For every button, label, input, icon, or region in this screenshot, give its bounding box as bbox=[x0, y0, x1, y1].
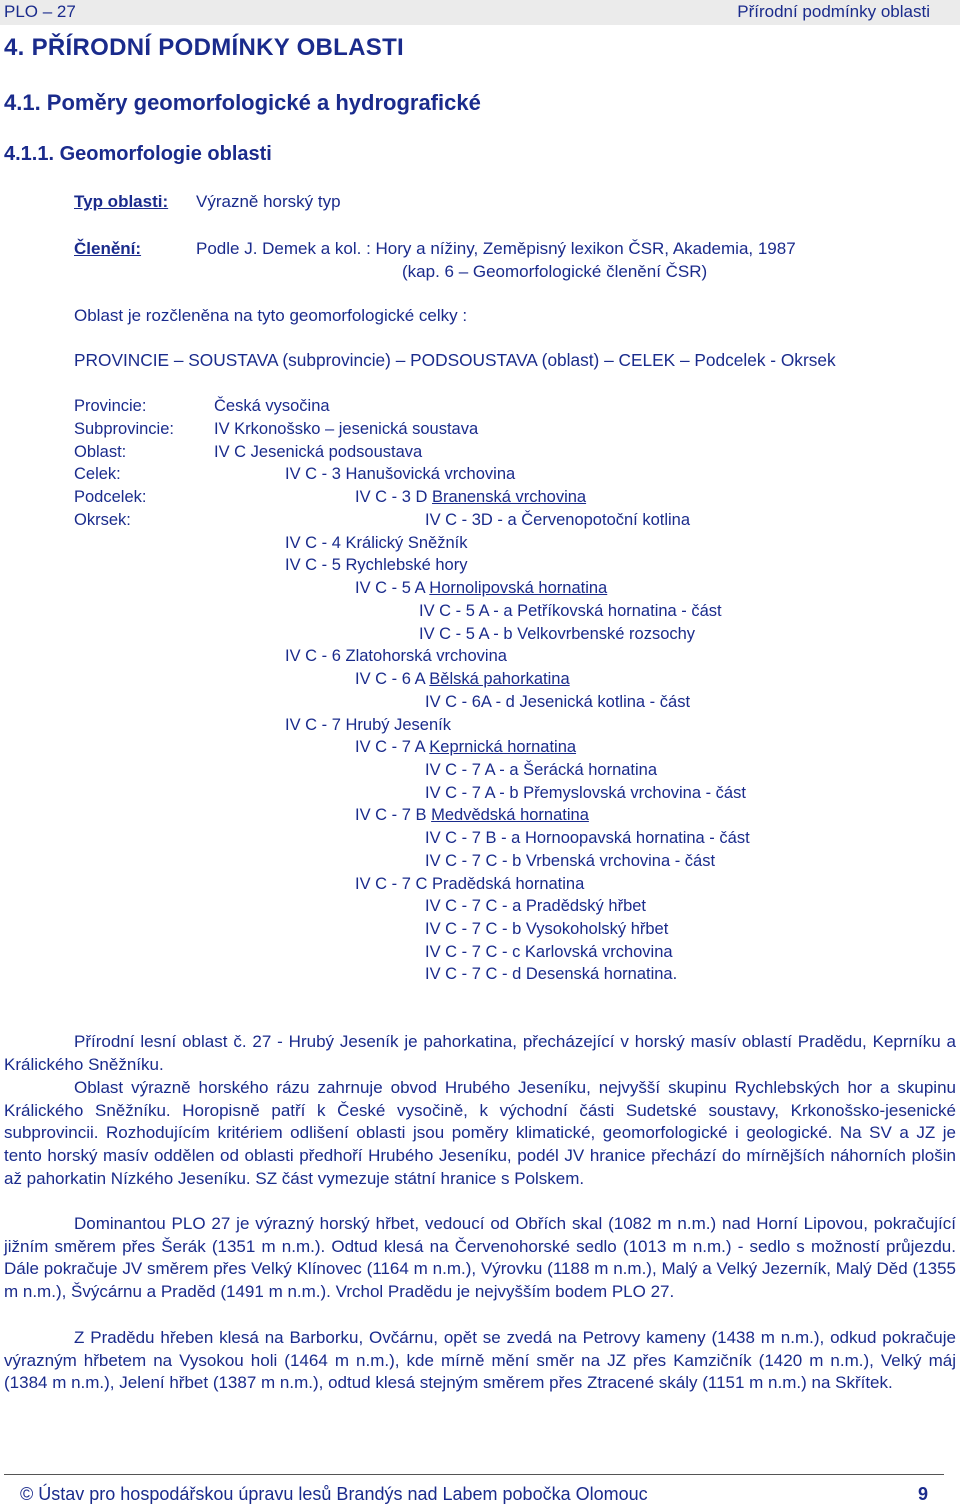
tree-item: IV C - 5 A - a Petříkovská hornatina - část bbox=[419, 602, 722, 620]
tree-item: IV C Jesenická podsoustava bbox=[214, 443, 423, 461]
label-oblast: Oblast: bbox=[74, 443, 127, 461]
tree-item: IV C - 7 B - a Hornoopavská hornatina - část bbox=[425, 829, 750, 847]
tree-item: IV C - 6A - d Jesenická kotlina - část bbox=[425, 693, 691, 711]
heading-3: 4.1.1. Geomorfologie oblasti bbox=[4, 143, 272, 165]
tree-item: IV C - 7 A Keprnická hornatina bbox=[355, 738, 577, 756]
header-plo: PLO – 27 bbox=[4, 2, 76, 21]
footer-divider bbox=[4, 1474, 944, 1475]
tree-item: IV C - 6 A Bělská pahorkatina bbox=[355, 670, 570, 688]
tree-item: IV C - 3D - a Červenopotoční kotlina bbox=[425, 511, 691, 529]
tree-item: IV C - 7 C Pradědská hornatina bbox=[355, 875, 585, 893]
label-subprovincie: Subprovincie: bbox=[74, 420, 174, 438]
typ-label: Typ oblasti: bbox=[74, 192, 169, 211]
cleneni-label: Členění: bbox=[74, 239, 142, 258]
cleneni-line-1: Podle J. Demek a kol. : Hory a nížiny, Zeměpisný lexikon ČSR, Akademia, 1987 bbox=[196, 239, 796, 258]
paragraph: Dominantou PLO 27 je výrazný horský hřbet, vedoucí od Obřích skal (1082 m n.m.) nad Horní Lipovou, pokračující jižním směrem přes Šerák (1351 m n.m.). Odtud klesá na Červenohorské sedlo (1013 m n.m.) - sedlo s možností průjezdu. Dále pokračuje JV směrem přes Velký Klínovec (1164 m n.m.), Výrovku (1188 m n.m.), Malý a Velký Jezerník, Malý Děd (1355 m n.m.), Švýcárnu a Praděd (1491 m n.m.). Vrchol Pradědu je nejvyšším bodem PLO 27. bbox=[4, 1214, 956, 1302]
tree-item: IV C - 7 C - d Desenská hornatina. bbox=[425, 965, 678, 983]
label-podcelek: Podcelek: bbox=[74, 488, 147, 506]
tree-item: IV C - 6 Zlatohorská vrchovina bbox=[285, 647, 507, 665]
tree-item: IV C - 7 C - b Vysokoholský hřbet bbox=[425, 920, 669, 938]
intro-text: Oblast je rozčleněna na tyto geomorfologické celky : bbox=[74, 306, 468, 325]
tree-item: IV C - 7 C - a Pradědský hřbet bbox=[425, 897, 647, 915]
label-provincie: Provincie: bbox=[74, 397, 147, 415]
tree-item: Česká vysočina bbox=[214, 397, 330, 415]
heading-2: 4.1. Poměry geomorfologické a hydrografické bbox=[4, 90, 481, 115]
tree-item: IV C - 7 C - c Karlovská vrchovina bbox=[425, 943, 673, 961]
tree-item: IV C - 4 Králický Sněžník bbox=[285, 534, 468, 552]
typ-value: Výrazně horský typ bbox=[196, 192, 341, 211]
tree-item: IV Krkonošsko – jesenická soustava bbox=[214, 420, 479, 438]
page-header bbox=[0, 0, 960, 25]
tree-item: IV C - 5 A - b Velkovrbenské rozsochy bbox=[419, 625, 696, 643]
tree-item: IV C - 5 Rychlebské hory bbox=[285, 556, 468, 574]
label-okrsek: Okrsek: bbox=[74, 511, 131, 529]
header-section: Přírodní podmínky oblasti bbox=[737, 2, 930, 21]
tree-item: IV C - 3 Hanušovická vrchovina bbox=[285, 465, 516, 483]
cleneni-line-2: (kap. 6 – Geomorfologické členění ČSR) bbox=[402, 262, 708, 281]
heading-1: 4. PŘÍRODNÍ PODMÍNKY OBLASTI bbox=[4, 34, 404, 61]
hierarchy-text: PROVINCIE – SOUSTAVA (subprovincie) – PODSOUSTAVA (oblast) – CELEK – Podcelek - Okrsek bbox=[74, 350, 836, 370]
paragraph: Z Pradědu hřeben klesá na Barborku, Ovčárnu, opět se zvedá na Petrovy kameny (1438 m n.m.), odkud pokračuje výrazným hřbetem na Vysokou holi (1464 m n.m.), kde mírně mění směr na JZ přes Kamzičník (1420 m n.m.), Velký máj (1384 m n.m.), Jelení hřbet (1387 m n.m.), odtud klesá stejným směrem přes Ztracené skály (1151 m n.m.) na Skřítek. bbox=[4, 1328, 956, 1393]
paragraph: Oblast výrazně horského rázu zahrnuje obvod Hrubého Jeseníku, nejvyšší skupinu Rychlebských hor a skupinu Králického Sněžníku. Horopisně patří k České vysočině, k východní části Sudetské soustavy, Krkonošsko-jesenické subprovincii. Rozhodujícím kritériem odlišení oblasti jsou poměry klimatické, geomorfologické i geologické. Na SV a JZ je tento horský masív oddělen od oblasti předhoří Hrubého Jeseníku, podél JV hranice přechází do mírnějších náhorních plošin až pahorkatin Nízkého Jeseníku. SZ část vymezuje státní hranice s Polskem. bbox=[4, 1078, 956, 1188]
tree-item: IV C - 7 Hrubý Jeseník bbox=[285, 716, 451, 734]
label-celek: Celek: bbox=[74, 465, 121, 483]
tree-item: IV C - 7 B Medvědská hornatina bbox=[355, 806, 589, 824]
page-number: 9 bbox=[918, 1484, 929, 1504]
footer-text: © Ústav pro hospodářskou úpravu lesů Brandýs nad Labem pobočka Olomouc bbox=[20, 1484, 648, 1504]
tree-item: IV C - 7 A - a Šerácká hornatina bbox=[425, 761, 658, 779]
paragraph: Přírodní lesní oblast č. 27 - Hrubý Jeseník je pahorkatina, přecházející v horský masív oblastí Pradědu, Keprníku a Králického Sněžníku. bbox=[4, 1032, 956, 1074]
tree-item: IV C - 5 A Hornolipovská hornatina bbox=[355, 579, 608, 597]
tree-item: IV C - 7 A - b Přemyslovská vrchovina - část bbox=[425, 784, 746, 802]
tree-item: IV C - 7 C - b Vrbenská vrchovina - část bbox=[425, 852, 716, 870]
tree-item: IV C - 3 D Branenská vrchovina bbox=[355, 488, 587, 506]
